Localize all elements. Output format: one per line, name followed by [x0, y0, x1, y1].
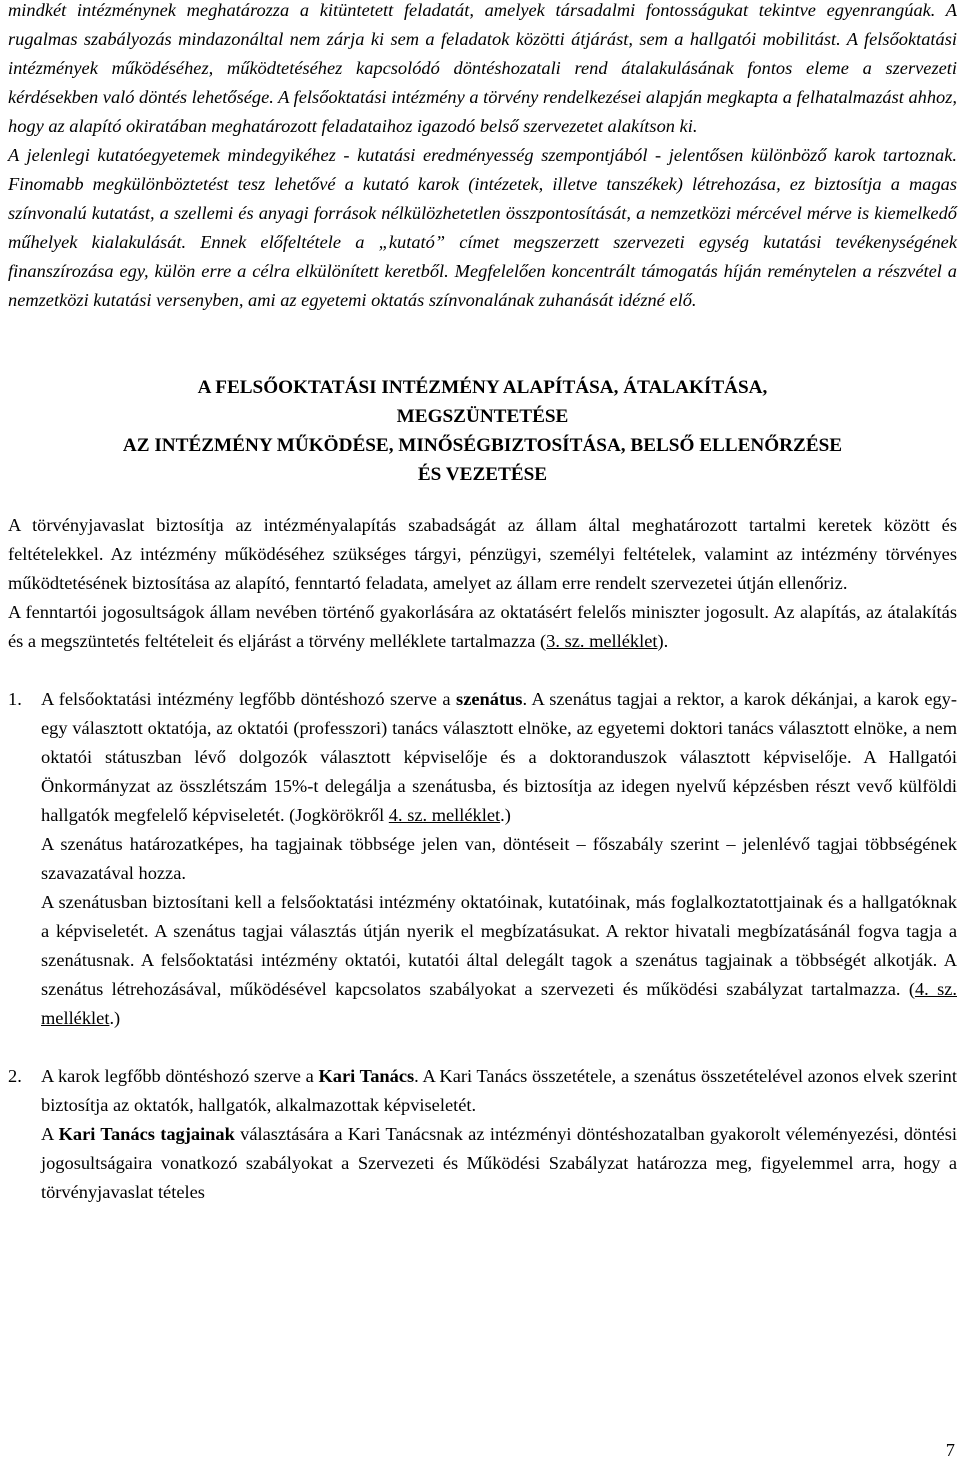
body-paragraph-2	[8, 598, 957, 656]
list-item-1	[8, 685, 957, 1033]
item-1-paragraph-a	[41, 685, 957, 830]
senate-term: szenátus	[456, 689, 523, 709]
intro-paragraph-1: mindkét intézménynek meghatározza a kitüntetett feladatát, amelyek társadalmi fontosságukat tekintve egyenrangúak. A rugalmas szabályozás mindazonáltal nem zárja ki sem a feladatok közötti átjárást, sem a hallgatói mobilitást. A felsőoktatási intézmények működéséhez, működtetéséhez kapcsolódó döntéshozatali rend átalakulásának fontos eleme a szervezeti kérdésekben való döntés lehetősége. A felsőoktatási intézmény a törvény rendelkezései alapján megkapta a felhatalmazást ahhoz, hogy az alapító okiratában meghatározott feladataihoz igazodó belső szervezetet alakítson ki.	[8, 0, 957, 136]
heading-line-2: MEGSZÜNTETÉSE	[396, 406, 569, 427]
page-number: 7	[945, 1440, 955, 1460]
annex-3-link[interactable]: 3. sz. melléklet	[546, 631, 658, 651]
intro-section	[8, 0, 957, 315]
list-item-number: 1.	[8, 689, 22, 709]
item-1-paragraph-c	[41, 888, 957, 1033]
item-1-text: A felsőoktatási intézmény legfőbb döntéshozó szerve a	[41, 689, 457, 709]
item-2-text-cont: . A Kari Tanács összetétele, a szenátus összetételével azonos elvek szerint biztosítja az oktatók, hallgatók, alkalmazottak képviseletét.	[41, 1066, 957, 1115]
annex-4-link[interactable]: 4. sz. melléklet	[41, 979, 957, 1028]
heading-line-3: AZ INTÉZMÉNY MŰKÖDÉSE, MINŐSÉGBIZTOSÍTÁSA, BELSŐ ELLENŐRZÉSE	[122, 435, 843, 456]
item-1-text-end: .)	[500, 805, 511, 825]
heading-line-4: ÉS VEZETÉSE	[417, 464, 548, 485]
item-1-paragraph-c-text: A szenátusban biztosítani kell a felsőoktatási intézmény oktatóinak, kutatóinak, más foglalkoztatottjainak és a hallgatóknak a képviseletét. A szenátus tagjai választás útján nyerik el megbízatásukat. A rektor hivatali megbízatásánál fogva tagja a szenátusnak. A felsőoktatási intézmény oktatói, kutatói által delegált tagok a szenátus tagjainak a többségét alkotják. A szenátus létrehozásával, működésével kapcsolatos szabályokat a szervezeti és működési szabályzat tartalmazza. (	[41, 892, 957, 999]
item-2-paragraph-b-text: választására a Kari Tanácsnak az intézményi döntéshozatalban gyakorolt véleményezési, döntési jogosultságaira vonatkozó szabályokat a Szervezeti és Működési Szabályzat határozza meg, figyelemmel arra, hogy a törvényjavaslat tételes	[41, 1124, 957, 1202]
faculty-council-members-term: Kari Tanács tagjainak	[58, 1124, 235, 1144]
intro-paragraph-2: A jelenlegi kutatóegyetemek mindegyikéhez - kutatási eredményesség szempontjából - jelentősen különböző karok tartoznak. Finomabb megkülönböztetést tesz lehetővé a kutató karok (intézetek, illetve tanszékek) létrehozása, ez biztosítja a magas színvonalú kutatást, a szellemi és anyagi források nélkülözhetetlen összpontosítását, a nemzetközi mércével mérve is kiemelkedő műhelyek kialakulását. Ennek előfeltétele a „kutató” címet megszerzett szervezeti egység kutatási tevékenységének finanszírozása egy, külön erre a célra elkülönített keretből. Megfelelően koncentrált támogatás híján reménytelen a részvétel a nemzetközi kutatási versenyben, ami az egyetemi oktatás színvonalának zuhanását idézné elő.	[8, 145, 957, 310]
spacer	[8, 656, 957, 685]
list-item-number: 2.	[8, 1066, 22, 1086]
faculty-council-term: Kari Tanács	[318, 1066, 415, 1086]
item-2-paragraph-b-pre: A	[41, 1124, 59, 1144]
body-paragraph-2-text: A fenntartói jogosultságok állam nevében történő gyakorlására az oktatásért felelős miniszter jogosult. Az alapítás, az átalakítás és a megszüntetés feltételeit és eljárást a törvény melléklete tartalmazza (	[8, 602, 957, 651]
item-2-paragraph-a	[41, 1062, 957, 1120]
heading-line-1: A FELSŐOKTATÁSI INTÉZMÉNY ALAPÍTÁSA, ÁTALAKÍTÁSA,	[197, 377, 768, 398]
annex-4-link[interactable]: 4. sz. melléklet	[388, 805, 501, 825]
section-heading	[8, 373, 957, 489]
item-1-paragraph-b: A szenátus határozatképes, ha tagjainak többsége jelen van, döntéseit – főszabály szerint – jelenlévő tagjai többségének szavazatával hozza.	[41, 834, 957, 883]
item-2-text: A karok legfőbb döntéshozó szerve a	[41, 1066, 319, 1086]
body-section	[8, 511, 957, 656]
body-paragraph-1: A törvényjavaslat biztosítja az intézményalapítás szabadságát az állam által meghatározott tartalmi keretek között és feltételekkel. Az intézmény működéséhez szükséges tárgyi, pénzügyi, személyi feltételek, valamint az intézmény törvényes működtetésének biztosítása az alapító, fenntartó feladata, amelyet az állam erre rendelt szervezetei útján ellenőriz.	[8, 515, 957, 593]
document-page	[8, 0, 957, 1207]
item-2-paragraph-b	[41, 1120, 957, 1207]
numbered-list	[8, 685, 957, 1207]
item-1-text-cont: . A szenátus tagjai a rektor, a karok dékánjai, a karok egy-egy választott oktatója, az oktatói (professzori) tanács választott elnöke, az egyetemi doktori tanács választott elnöke, a nem oktatói státuszban lévő dolgozók választott képviselője és a doktoranduszok választott képviselője. A Hallgatói Önkormányzat az összlétszám 15%-t delegálja a szenátusba, és biztosítja az idegen nyelvű képzésben részt vevő külföldi hallgatók megfelelő képviseletét. (Jogkörökről	[41, 689, 957, 825]
list-item-2	[8, 1062, 957, 1207]
body-paragraph-2-end: ).	[657, 631, 669, 651]
item-1-paragraph-c-end: .)	[109, 1008, 121, 1028]
